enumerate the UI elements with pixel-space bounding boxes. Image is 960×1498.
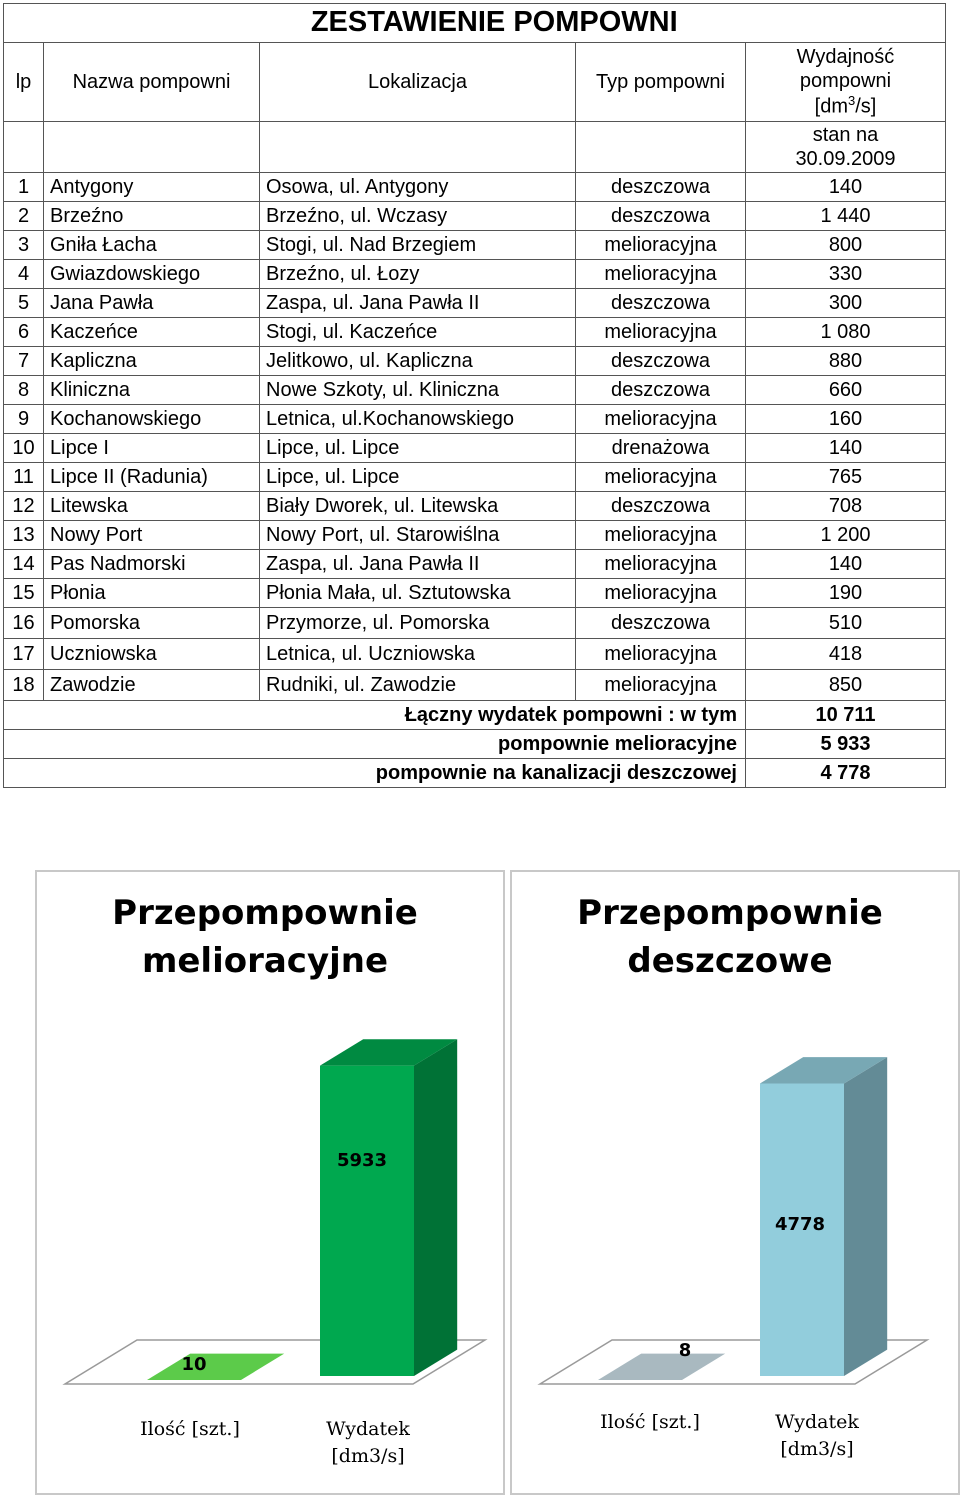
cell-capacity: 418 (746, 639, 946, 670)
cell-type: melioracyjna (576, 639, 746, 670)
cell-type: melioracyjna (576, 579, 746, 608)
chart-category-label: [dm3/s] (780, 1438, 854, 1460)
cell-lp: 12 (4, 492, 44, 521)
chart-data-label: 5933 (336, 1150, 388, 1171)
cell-name: Pomorska (44, 608, 260, 639)
header-date-line2: 30.09.2009 (795, 148, 896, 170)
header-date-line1: stan na (812, 123, 879, 146)
cell-type: deszczowa (576, 347, 746, 376)
cell-lp: 14 (4, 550, 44, 579)
cell-lp: 17 (4, 639, 44, 670)
cell-lp: 10 (4, 434, 44, 463)
table-row (4, 202, 946, 231)
cell-name: Gniła Łacha (44, 231, 260, 260)
table-row (4, 670, 946, 701)
cell-location: Biały Dworek, ul. Litewska (260, 492, 576, 521)
header-type: Typ pompowni (576, 43, 746, 122)
chart-title-line1: Przepompownie (112, 893, 418, 933)
chart-category-label: [dm3/s] (331, 1445, 405, 1467)
cell-type: drenażowa (576, 434, 746, 463)
cell-lp: 5 (4, 289, 44, 318)
table-row (4, 173, 946, 202)
totals-label: pompownie melioracyjne (4, 730, 746, 759)
cell-type: deszczowa (576, 492, 746, 521)
table-row (4, 347, 946, 376)
chart-title-line1: Przepompownie (577, 893, 883, 933)
table-title-row (4, 4, 946, 43)
cell-capacity: 140 (746, 550, 946, 579)
cell-location: Nowy Port, ul. Starowiślna (260, 521, 576, 550)
cell-lp: 8 (4, 376, 44, 405)
cell-location: Nowe Szkoty, ul. Kliniczna (260, 376, 576, 405)
header-row (4, 43, 946, 122)
cell-location: Lipce, ul. Lipce (260, 434, 576, 463)
cell-name: Zawodzie (44, 670, 260, 701)
chart-bar (320, 1066, 414, 1376)
cell-name: Kochanowskiego (44, 405, 260, 434)
cell-capacity: 708 (746, 492, 946, 521)
totals-value: 5 933 (746, 730, 946, 759)
cell-location: Płonia Mała, ul. Sztutowska (260, 579, 576, 608)
cell-capacity: 300 (746, 289, 946, 318)
cell-type: deszczowa (576, 202, 746, 231)
cell-location: Brzeźno, ul. Wczasy (260, 202, 576, 231)
cell-lp: 11 (4, 463, 44, 492)
chart-category-label: Ilość [szt.] (140, 1418, 240, 1440)
cell-type: melioracyjna (576, 550, 746, 579)
cell-type: deszczowa (576, 608, 746, 639)
chart-data-label: 4778 (774, 1214, 826, 1235)
chart-data-label: 10 (181, 1354, 207, 1375)
cell-type: melioracyjna (576, 260, 746, 289)
chart-bar-side (414, 1039, 457, 1376)
table-row (4, 405, 946, 434)
cell-location: Letnica, ul. Uczniowska (260, 639, 576, 670)
header-location: Lokalizacja (260, 43, 576, 122)
cell-lp: 2 (4, 202, 44, 231)
cell-lp: 4 (4, 260, 44, 289)
cell-lp: 18 (4, 670, 44, 701)
cell-type: deszczowa (576, 173, 746, 202)
header-capacity-unit: $[dm^3/s]$ (814, 93, 877, 119)
cell-type: melioracyjna (576, 318, 746, 347)
table-row (4, 376, 946, 405)
cell-capacity: 190 (746, 579, 946, 608)
cell-capacity: 1 080 (746, 318, 946, 347)
pump-station-table (3, 3, 946, 788)
cell-name: Gwiazdowskiego (44, 260, 260, 289)
cell-capacity: 660 (746, 376, 946, 405)
cell-name: Jana Pawła (44, 289, 260, 318)
cell-location: Brzeźno, ul. Łozy (260, 260, 576, 289)
table-row (4, 463, 946, 492)
chart-category-label: Ilość [szt.] (600, 1411, 700, 1433)
totals-value: 10 711 (746, 701, 946, 730)
chart-deszczowe-svg (510, 870, 960, 1495)
table-row (4, 492, 946, 521)
table-row (4, 521, 946, 550)
cell-type: melioracyjna (576, 231, 746, 260)
totals-label: Łączny wydatek pompowni : w tym (4, 701, 746, 730)
table-row (4, 289, 946, 318)
cell-type: deszczowa (576, 289, 746, 318)
cell-lp: 6 (4, 318, 44, 347)
chart-melioracyjne (35, 870, 505, 1495)
header-name: Nazwa pompowni (44, 43, 260, 122)
chart-category-label: Wydatek (775, 1411, 859, 1433)
cell-name: Brzeźno (44, 202, 260, 231)
cell-location: Stogi, ul. Kaczeńce (260, 318, 576, 347)
cell-lp: 13 (4, 521, 44, 550)
table-row (4, 434, 946, 463)
cell-location: Jelitkowo, ul. Kapliczna (260, 347, 576, 376)
chart-title-line2: deszczowe (627, 941, 833, 981)
cell-capacity: 800 (746, 231, 946, 260)
cell-capacity: 330 (746, 260, 946, 289)
cell-name: Płonia (44, 579, 260, 608)
cell-location: Osowa, ul. Antygony (260, 173, 576, 202)
cell-name: Litewska (44, 492, 260, 521)
cell-name: Kliniczna (44, 376, 260, 405)
cell-capacity: 765 (746, 463, 946, 492)
table-title: ZESTAWIENIE POMPOWNI (44, 4, 946, 43)
totals-value: 4 778 (746, 759, 946, 788)
header-date (746, 122, 946, 173)
totals-label: pompownie na kanalizacji deszczowej (4, 759, 746, 788)
cell-lp: 15 (4, 579, 44, 608)
cell-capacity: 140 (746, 173, 946, 202)
cell-type: deszczowa (576, 376, 746, 405)
table-row (4, 639, 946, 670)
cell-name: Lipce II (Radunia) (44, 463, 260, 492)
cell-name: Uczniowska (44, 639, 260, 670)
cell-location: Rudniki, ul. Zawodzie (260, 670, 576, 701)
header-lp: lp (4, 43, 44, 122)
cell-type: melioracyjna (576, 521, 746, 550)
cell-lp: 9 (4, 405, 44, 434)
cell-location: Zaspa, ul. Jana Pawła II (260, 289, 576, 318)
chart-melioracyjne-svg (35, 870, 505, 1495)
header-capacity-line1: Wydajność (796, 45, 895, 68)
header-capacity (746, 43, 946, 122)
cell-name: Pas Nadmorski (44, 550, 260, 579)
cell-location: Zaspa, ul. Jana Pawła II (260, 550, 576, 579)
cell-capacity: 140 (746, 434, 946, 463)
cell-capacity: 880 (746, 347, 946, 376)
totals-row (4, 701, 946, 730)
cell-lp: 1 (4, 173, 44, 202)
cell-name: Lipce I (44, 434, 260, 463)
table-row (4, 318, 946, 347)
cell-location: Lipce, ul. Lipce (260, 463, 576, 492)
totals-body (4, 701, 946, 788)
cell-capacity: 510 (746, 608, 946, 639)
header-capacity-line2: pompowni (799, 69, 892, 92)
totals-row (4, 759, 946, 788)
cell-name: Kapliczna (44, 347, 260, 376)
cell-type: melioracyjna (576, 670, 746, 701)
cell-type: melioracyjna (576, 405, 746, 434)
cell-name: Antygony (44, 173, 260, 202)
cell-location: Stogi, ul. Nad Brzegiem (260, 231, 576, 260)
table-row (4, 231, 946, 260)
cell-capacity: 850 (746, 670, 946, 701)
cell-location: Letnica, ul.Kochanowskiego (260, 405, 576, 434)
cell-lp: 7 (4, 347, 44, 376)
chart-deszczowe (510, 870, 960, 1495)
table-body (4, 173, 946, 701)
table-row (4, 550, 946, 579)
table-row (4, 260, 946, 289)
cell-name: Kaczeńce (44, 318, 260, 347)
cell-lp: 16 (4, 608, 44, 639)
cell-name: Nowy Port (44, 521, 260, 550)
table-row (4, 608, 946, 639)
cell-capacity: 160 (746, 405, 946, 434)
chart-title-line2: melioracyjne (141, 941, 389, 981)
header-date-row (4, 122, 946, 173)
cell-lp: 3 (4, 231, 44, 260)
cell-location: Przymorze, ul. Pomorska (260, 608, 576, 639)
chart-data-label: 8 (678, 1340, 692, 1361)
cell-capacity: 1 440 (746, 202, 946, 231)
chart-category-label: Wydatek (326, 1418, 410, 1440)
cell-capacity: 1 200 (746, 521, 946, 550)
totals-row (4, 730, 946, 759)
cell-type: melioracyjna (576, 463, 746, 492)
chart-bar-side (844, 1057, 887, 1376)
table-row (4, 579, 946, 608)
